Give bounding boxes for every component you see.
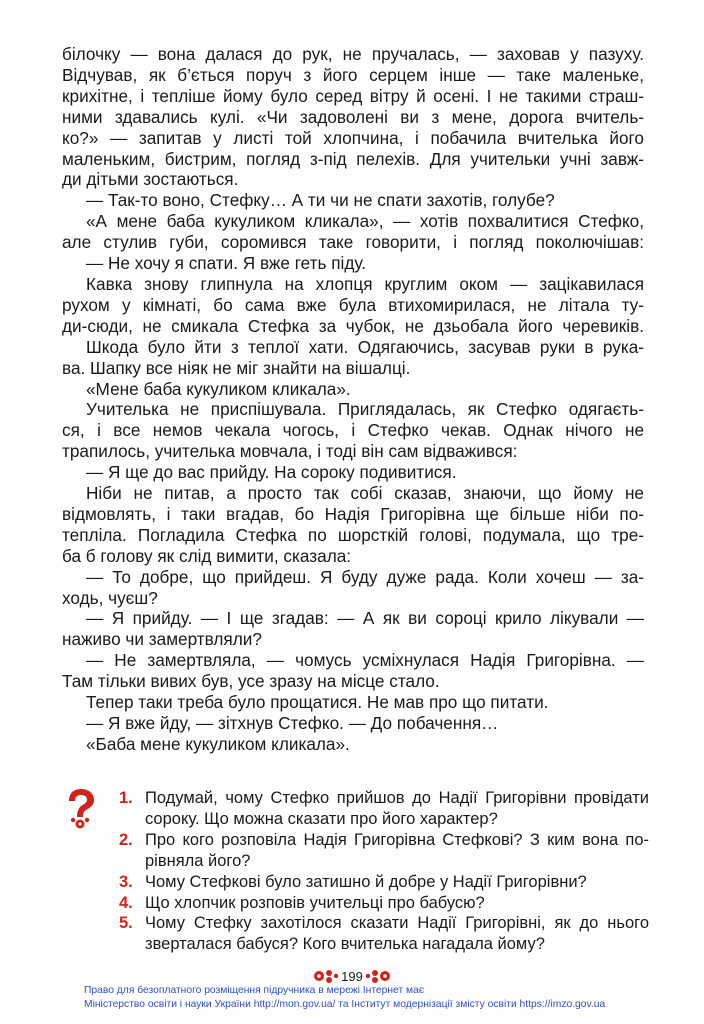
page-number: 199: [341, 969, 363, 984]
text-line: — Не замертвляла, — чомусь усміхнулася Надія Григорівна. —: [86, 650, 644, 671]
text-line: Там тільки вивих був, усе зразу на місце стало.: [62, 671, 440, 692]
text-line: — Не хочу я спати. Я вже геть піду.: [86, 253, 367, 274]
text-line: крихітне, і тепліше йому було серед вітру й осені. І не такими страш-: [62, 85, 644, 106]
text-line: трапилось, учителька мовчала, і тоді він сам відважився:: [62, 441, 518, 462]
text-line: — Я прийду. — І ще згадав: — А як ви сороці крило лікували —: [86, 608, 644, 629]
text-line: білочку — вона далася до рук, не пручалась, — заховав у пазуху.: [62, 44, 644, 64]
question-number: 1.: [119, 789, 133, 807]
credits-line: Право для безоплатного розміщення підручника в мережі Інтернет має: [84, 985, 425, 996]
text-line: ди дітьми зостаються.: [62, 169, 239, 190]
text-line: ся, і все немов чекала чогось, і Стефко чекав. Однак нічого не: [62, 420, 644, 441]
text-line: Відчував, як б’ється поруч з його серцем інше — таке маленьке,: [62, 64, 644, 85]
text-line: — Я ще до вас прийду. На сороку подивитися.: [86, 462, 457, 483]
text-line: Кавка знову глипнула на хлопця круглим оком — зацікавилася: [86, 273, 644, 294]
text-line: ходь, чуєш?: [62, 587, 158, 608]
text-line: рухом у кімнаті, бо сама вже була втихомирилася, не літала ту-: [62, 294, 644, 315]
text-line: Учителька не приспішувала. Приглядалась, як Стефко одягаєть-: [86, 399, 644, 420]
question-item: [119, 893, 649, 914]
text-line: «Мене баба кукуликом кликала».: [86, 378, 351, 399]
credits-line: Міністерство освіти і науки України http://mon.gov.ua/ та Інститут модернізації змісту освіти https://imzo.gov.ua: [84, 998, 606, 1010]
question-text: зверталася бабуся? Кого вчителька нагадала йому?: [145, 935, 545, 954]
question-number: 4.: [119, 893, 133, 912]
text-line: відмовлять, і таки вгадав, бо Надія Григорівна ще більше ніби по-: [62, 503, 644, 524]
question-text: Про кого розповіла Надія Григорівна Стефкові? З ким вона по-: [145, 830, 649, 849]
question-text: Що хлопчик розповів учительці про бабусю?: [145, 893, 485, 912]
question-text: Чому Стефкові було затишно й добре у Надії Григорівни?: [145, 872, 587, 891]
question-text: рівняла його?: [145, 851, 251, 870]
text-line: ко?» — запитав у листі той хлопчина, і побачила вчителька його: [62, 127, 644, 148]
text-line: ди-сюди, не смикала Стефка за чубок, не дзьобала його черевиків.: [62, 315, 644, 336]
page-number-wrap: [311, 969, 393, 984]
text-line: але стулив губи, соромився таке говорити, і погляд поколючішав:: [62, 232, 644, 253]
questions-list: [119, 788, 649, 955]
text-line: наживо чи замертвляли?: [62, 629, 262, 650]
question-text: Чому Стефку захотілося сказати Надії Григорівні, як до нього: [145, 914, 649, 933]
floral-ornament-icon: [311, 968, 339, 984]
text-line: Шкода було йти з теплої хати. Одягаючись, засував руки в рука-: [86, 336, 644, 357]
text-line: Ніби не питав, а просто так собі сказав, знаючи, що йому не: [86, 483, 644, 504]
question-mark-icon: [62, 788, 100, 830]
text-line: «А мене баба кукуликом кликала», — хотів похвалитися Стефко,: [86, 211, 644, 232]
text-line: Тепер таки треба було прощатися. Не мав про що питати.: [86, 692, 549, 713]
question-number: 5.: [119, 914, 133, 933]
text-line: ва. Шапку все ніяк не міг знайти на вішалці.: [62, 357, 411, 378]
credits: [84, 984, 644, 1011]
question-number: 3.: [119, 872, 133, 891]
text-line: ба б голову як слід вимити, сказала:: [62, 545, 352, 566]
main-text: [62, 44, 644, 755]
text-line: — То добре, що прийдеш. Я буду дуже рада. Коли хочеш — за-: [86, 566, 644, 587]
text-line: — Я вже йду, — зітхнув Стефко. — До побачення…: [86, 713, 499, 733]
text-line: «Баба мене кукуликом кликала».: [86, 733, 350, 754]
floral-ornament-icon: [365, 968, 393, 984]
text-line: ними здавались кулі. «Чи задоволені ви з мене, дорога вчитель-: [62, 106, 644, 127]
question-item: [119, 913, 649, 955]
question-text: сороку. Що можна сказати про його характер?: [145, 809, 498, 828]
text-line: маленьким, бистрим, погляд з-під пелехів. Для учительки учні завж-: [62, 148, 644, 169]
question-text: Подумай, чому Стефко прийшов до Надії Григорівни провідати: [145, 789, 649, 807]
text-line: — Так-то воно, Стефку… А ти чи не спати захотів, голубе?: [86, 190, 555, 211]
question-number: 2.: [119, 830, 133, 849]
question-item: [119, 788, 649, 830]
question-item: [119, 830, 649, 872]
text-line: тепліла. Погладила Стефка по шорсткій голові, подумала, що тре-: [62, 524, 644, 545]
question-item: [119, 872, 649, 893]
